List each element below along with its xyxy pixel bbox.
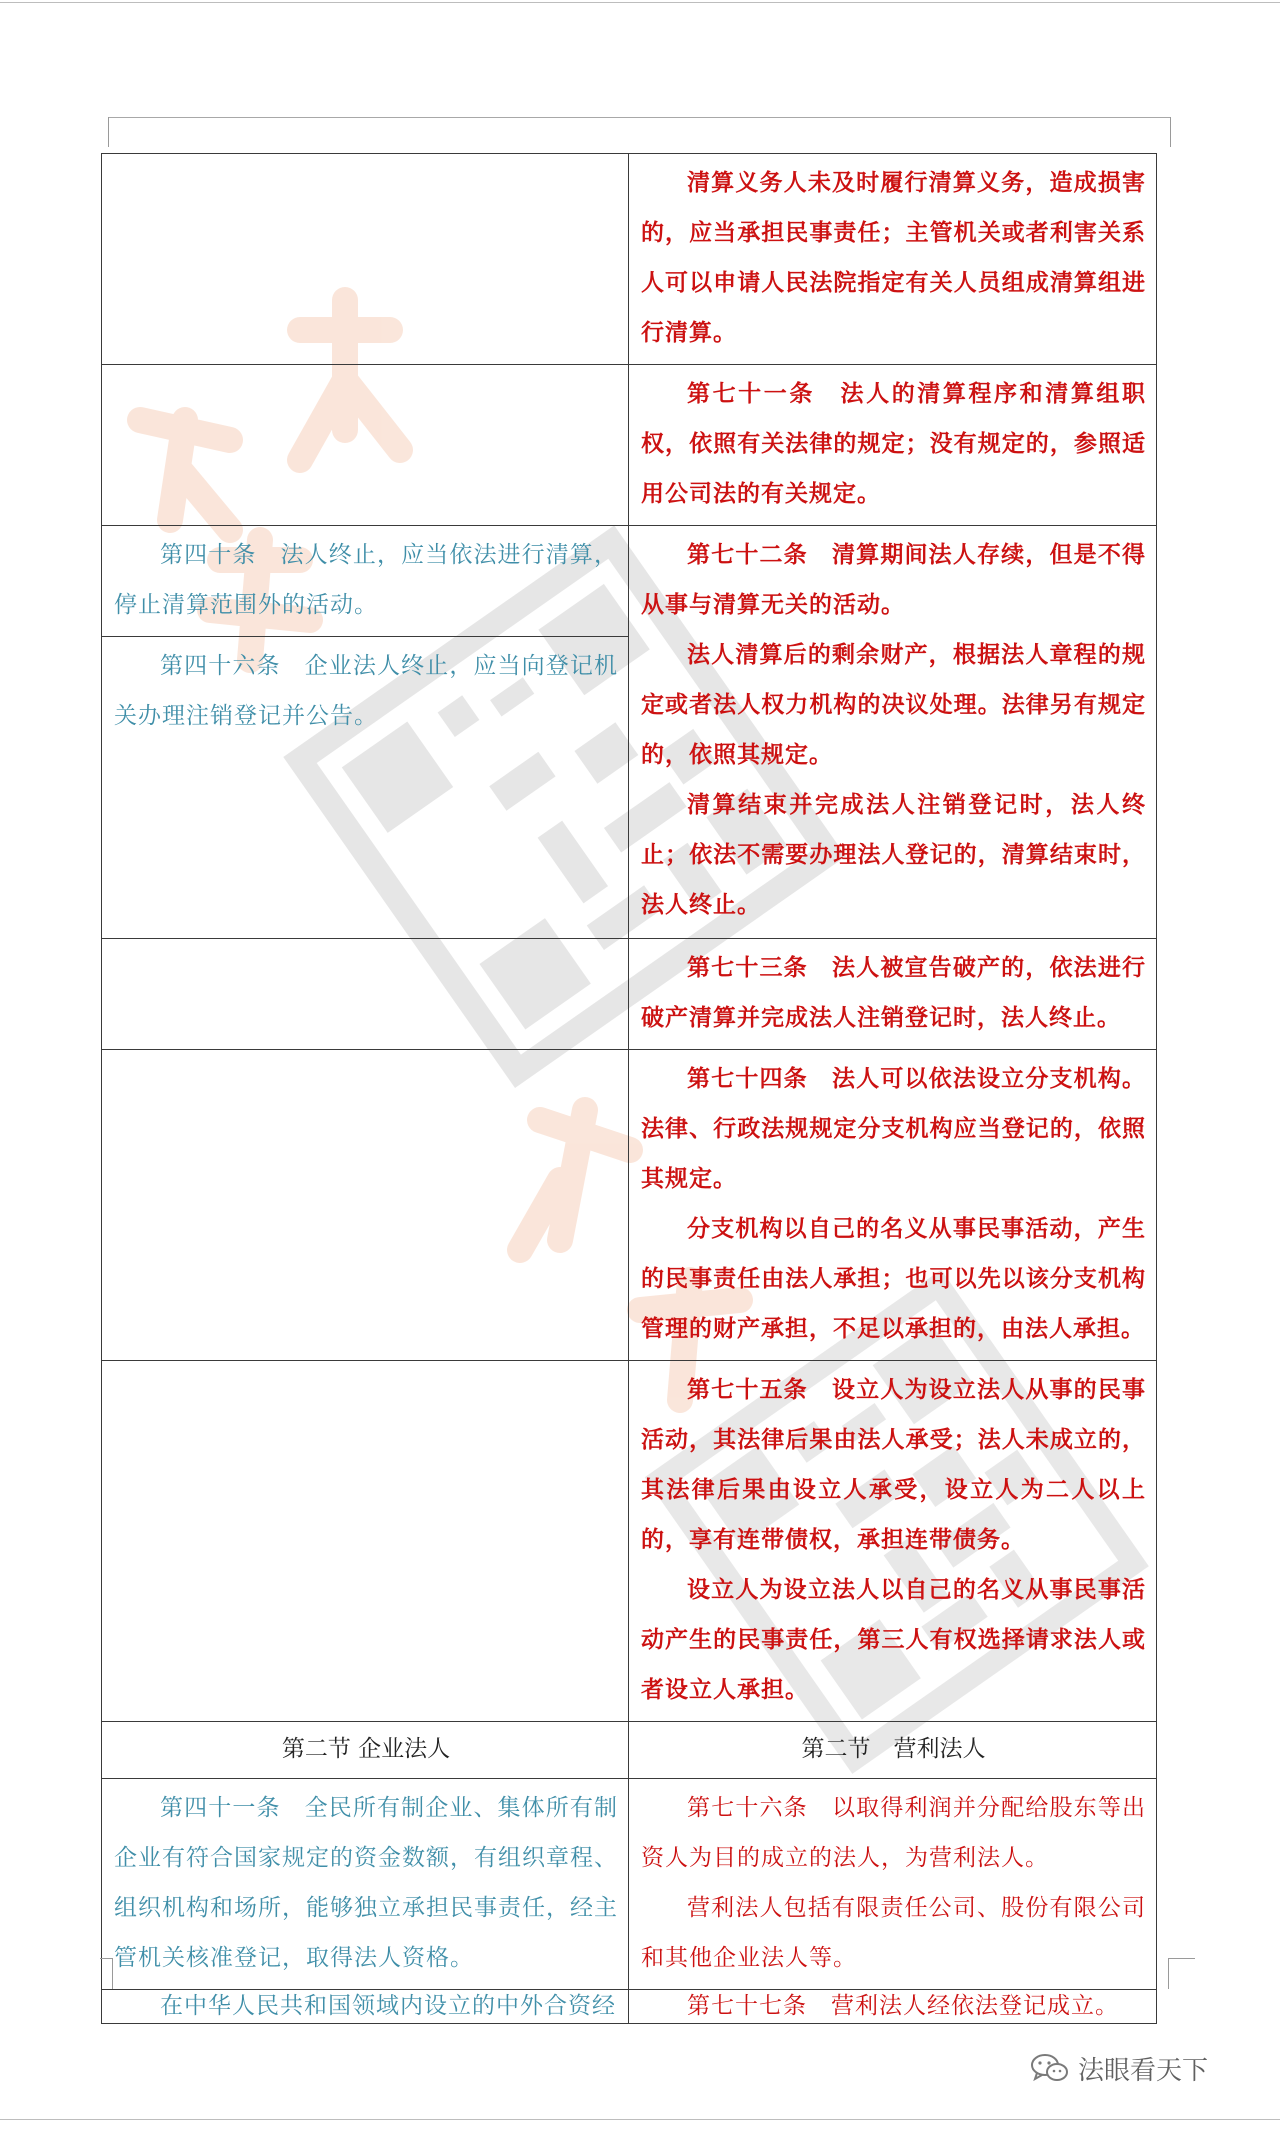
table-row bbox=[102, 365, 1157, 526]
left-cell bbox=[102, 154, 629, 365]
table-row bbox=[102, 1990, 1157, 2024]
article-text: 第七十七条 营利法人经依法登记成立。 bbox=[687, 1993, 1119, 2019]
article-text: 清算义务人未及时履行清算义务，造成损害的，应当承担民事责任；主管机关或者利害关系人可以申请人民法院指定有关人员组成清算组进行清算。 bbox=[641, 170, 1146, 346]
article-text: 营利法人包括有限责任公司、股份有限公司和其他企业法人等。 bbox=[641, 1895, 1146, 1971]
wechat-icon bbox=[1030, 2052, 1070, 2084]
right-cell bbox=[629, 526, 1157, 939]
article-text: 第四十六条 企业法人终止，应当向登记机关办理注销登记并公告。 bbox=[114, 653, 618, 729]
article-text: 分支机构以自己的名义从事民事活动，产生的民事责任由法人承担；也可以先以该分支机构管理的财产承担，不足以承担的，由法人承担。 bbox=[641, 1216, 1146, 1342]
header-line bbox=[108, 117, 1170, 118]
right-cell bbox=[629, 1990, 1157, 2024]
footer-brand bbox=[1030, 2048, 1208, 2088]
right-cell bbox=[629, 939, 1157, 1050]
section-title-right: 第二节 营利法人 bbox=[629, 1722, 1157, 1779]
article-text: 在中华人民共和国领域内设立的中外合资经 bbox=[160, 1993, 616, 2019]
article-text: 法人清算后的剩余财产，根据法人章程的规定或者法人权力机构的决议处理。法律另有规定的，依照其规定。 bbox=[641, 642, 1146, 768]
left-cell bbox=[102, 365, 629, 526]
article-text: 第四十条 法人终止，应当依法进行清算，停止清算范围外的活动。 bbox=[114, 542, 618, 618]
article-text: 第七十六条 以取得利润并分配给股东等出资人为目的成立的法人，为营利法人。 bbox=[641, 1795, 1146, 1871]
article-text: 第七十四条 法人可以依法设立分支机构。法律、行政法规规定分支机构应当登记的，依照其规定。 bbox=[641, 1066, 1146, 1192]
right-cell bbox=[629, 365, 1157, 526]
table-row bbox=[102, 1050, 1157, 1361]
article-text: 第四十一条 全民所有制企业、集体所有制企业有符合国家规定的资金数额，有组织章程、组织机构和场所，能够独立承担民事责任，经主管机关核准登记，取得法人资格。 bbox=[114, 1795, 618, 1971]
left-cell bbox=[102, 526, 629, 637]
article-text: 第七十一条 法人的清算程序和清算组职权，依照有关法律的规定；没有规定的，参照适用公司法的有关规定。 bbox=[641, 381, 1146, 507]
left-cell bbox=[102, 1361, 629, 1722]
left-cell bbox=[102, 637, 629, 939]
crop-mark-top-right bbox=[1146, 117, 1171, 147]
crop-mark-top-left bbox=[108, 117, 133, 147]
article-text: 设立人为设立法人以自己的名义从事民事活动产生的民事责任，第三人有权选择请求法人或者设立人承担。 bbox=[641, 1577, 1146, 1703]
left-cell bbox=[102, 1779, 629, 1990]
page-top-rule bbox=[0, 2, 1280, 3]
table-row bbox=[102, 1361, 1157, 1722]
comparison-table bbox=[101, 153, 1157, 2024]
article-text: 第七十三条 法人被宣告破产的，依法进行破产清算并完成法人注销登记时，法人终止。 bbox=[641, 955, 1146, 1031]
article-text: 第七十二条 清算期间法人存续，但是不得从事与清算无关的活动。 bbox=[641, 542, 1146, 618]
crop-mark-bottom-right bbox=[1168, 1958, 1195, 1989]
article-text: 第七十五条 设立人为设立法人从事的民事活动，其法律后果由法人承受；法人未成立的，其法律后果由设立人承受，设立人为二人以上的，享有连带债权，承担连带债务。 bbox=[641, 1377, 1146, 1553]
crop-mark-bottom-left bbox=[100, 1958, 113, 1989]
footer-brand-name: 法眼看天下 bbox=[1078, 2055, 1209, 2086]
left-cell bbox=[102, 1050, 629, 1361]
page-bottom-rule bbox=[0, 2119, 1280, 2120]
article-text: 清算结束并完成法人注销登记时，法人终止；依法不需要办理法人登记的，清算结束时，法人终止。 bbox=[641, 792, 1146, 918]
section-row bbox=[102, 1722, 1157, 1779]
table-row bbox=[102, 939, 1157, 1050]
right-cell bbox=[629, 1779, 1157, 1990]
right-cell bbox=[629, 1361, 1157, 1722]
right-cell bbox=[629, 154, 1157, 365]
left-cell bbox=[102, 939, 629, 1050]
left-cell bbox=[102, 1990, 629, 2024]
table-row bbox=[102, 154, 1157, 365]
table-row bbox=[102, 526, 1157, 637]
right-cell bbox=[629, 1050, 1157, 1361]
table-row bbox=[102, 1779, 1157, 1990]
section-title-left: 第二节 企业法人 bbox=[102, 1722, 629, 1779]
